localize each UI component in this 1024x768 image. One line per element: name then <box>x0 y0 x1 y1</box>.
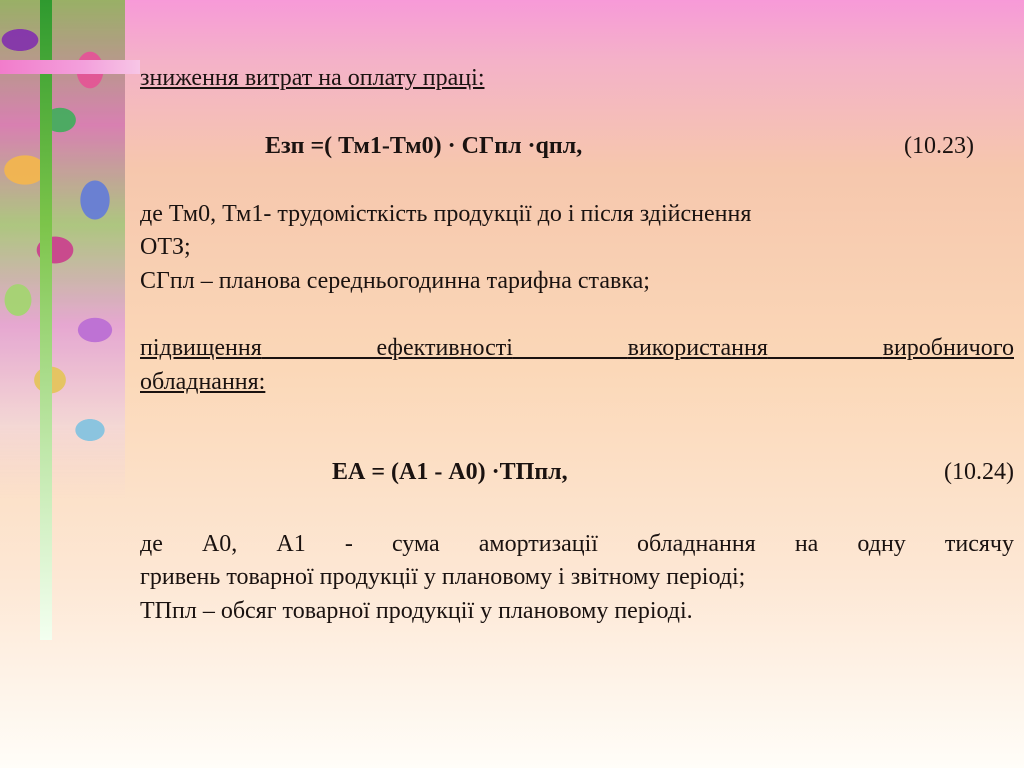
heading-labor-cost-reduction: зниження витрат на оплату праці: <box>140 65 485 91</box>
formula-10-23: Езп =( Тм1-Тм0) · СГпл ·qпл, <box>265 132 583 159</box>
heading-line <box>140 332 1014 366</box>
decorative-horizontal-bar <box>0 60 140 74</box>
description-line: ТПпл – обсяг товарної продукції у плановому періоді. <box>140 597 693 624</box>
formula-10-23-description <box>140 198 1014 299</box>
heading-word: використання <box>627 335 768 362</box>
description-line: гривень товарної продукції у плановому і звітному періоді; <box>140 564 746 591</box>
heading-line: обладнання: <box>140 368 266 395</box>
equation-number-10-23: (10.23) <box>904 132 974 159</box>
formula-10-24-description <box>140 528 1014 629</box>
heading-word: виробничого <box>882 335 1014 362</box>
formula-10-24: ЕА = (А1 - А0) ·ТПпл, <box>332 458 568 485</box>
heading-word: підвищення <box>140 335 262 362</box>
description-line: де А0, А1 - сума амортизації обладнання на одну тисячу <box>140 530 1014 557</box>
heading-equipment-efficiency <box>140 332 1014 399</box>
slide-content <box>140 62 1014 628</box>
equation-number-10-24: (10.24) <box>944 458 1014 485</box>
formula-10-24-row <box>140 456 1014 490</box>
heading-word: ефективності <box>376 335 513 362</box>
description-line: ОТЗ; <box>140 234 191 261</box>
description-line: СГпл – планова середньогодинна тарифна ставка; <box>140 267 650 294</box>
decorative-floral-strip <box>0 0 125 500</box>
decorative-vertical-bar <box>40 0 52 640</box>
formula-10-23-row <box>140 130 1014 164</box>
description-line: де Тм0, Тм1- трудомісткість продукції до і після здійснення <box>140 200 752 227</box>
